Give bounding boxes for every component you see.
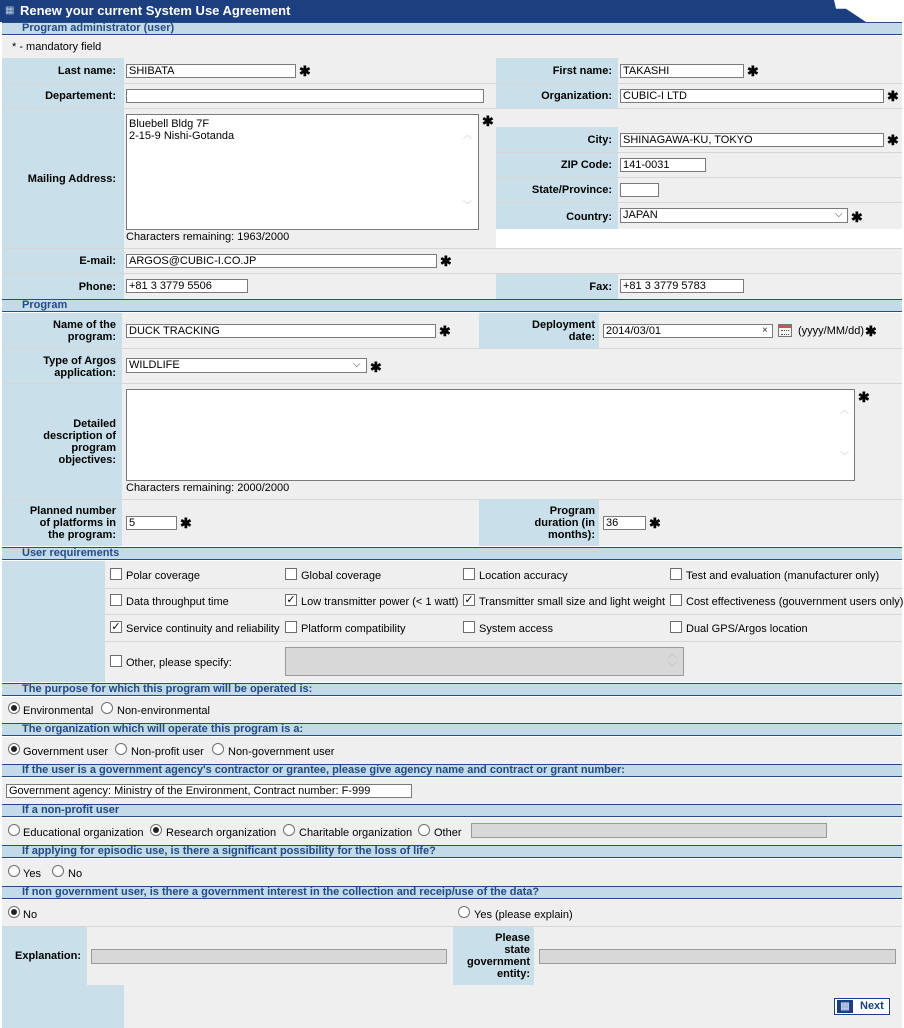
checkbox-data-throughput[interactable] bbox=[110, 594, 122, 606]
program-name-label-2: program: bbox=[67, 331, 116, 343]
platforms-input[interactable]: 5 bbox=[126, 516, 177, 530]
other-specify-textarea[interactable] bbox=[285, 647, 684, 676]
program-name-input[interactable]: DUCK TRACKING bbox=[126, 324, 436, 338]
radio-label: Research organization bbox=[166, 827, 277, 839]
scroll-up-icon[interactable]: ︿ bbox=[463, 130, 473, 140]
chevron-down-icon: ⌵ bbox=[353, 359, 361, 370]
required-icon: ✱ bbox=[299, 63, 311, 79]
next-button-label: Next bbox=[860, 1000, 884, 1012]
required-icon: ✱ bbox=[865, 323, 877, 339]
checkbox-polar-coverage[interactable] bbox=[110, 568, 122, 580]
email-input[interactable]: ARGOS@CUBIC-I.CO.JP bbox=[126, 254, 437, 268]
checkbox-global-coverage[interactable] bbox=[285, 568, 297, 580]
requirement-label: Location accuracy bbox=[479, 570, 568, 582]
radio-label: No bbox=[68, 868, 83, 880]
checkbox-low-power[interactable]: ✓ bbox=[286, 594, 296, 606]
checkbox-cost-effectiveness[interactable] bbox=[670, 594, 682, 606]
mailing-address-label: Mailing Address: bbox=[27, 173, 116, 185]
description-chars-remaining: Characters remaining: 2000/2000 bbox=[126, 482, 290, 494]
required-icon: ✱ bbox=[649, 515, 661, 531]
deployment-date-value: 2014/03/01 bbox=[606, 325, 662, 337]
platforms-label-3: the program: bbox=[48, 529, 116, 541]
requirement-label: Test and evaluation (manufacturer only) bbox=[686, 570, 880, 582]
label-cell bbox=[2, 561, 105, 682]
required-icon: ✱ bbox=[482, 113, 494, 129]
duration-input[interactable]: 36 bbox=[603, 516, 646, 530]
calendar-icon[interactable] bbox=[778, 324, 792, 337]
platforms-label-2: of platforms in bbox=[39, 517, 116, 529]
radio-label: Charitable organization bbox=[299, 827, 413, 839]
app-type-label-2: application: bbox=[54, 367, 116, 379]
radio-label: Educational organization bbox=[23, 827, 144, 839]
section-requirements: User requirements bbox=[2, 547, 902, 560]
radio-other[interactable] bbox=[418, 824, 430, 836]
app-type-select[interactable] bbox=[126, 358, 367, 373]
mandatory-row bbox=[2, 36, 902, 58]
requirement-label: Data throughput time bbox=[126, 596, 229, 608]
section-nongov: If non government user, is there a government interest in the collection and receip/use of the data? bbox=[2, 886, 902, 899]
required-icon: ✱ bbox=[887, 132, 899, 148]
app-type-label-1: Type of Argos bbox=[43, 355, 116, 367]
other-label: Other, please specify: bbox=[126, 657, 232, 669]
radio-non-profit[interactable] bbox=[115, 743, 127, 755]
requirement-label: Service continuity and reliability bbox=[126, 623, 280, 635]
required-icon: ✱ bbox=[747, 63, 759, 79]
mailing-chars-remaining: Characters remaining: 1963/2000 bbox=[126, 231, 290, 243]
fax-label: Fax: bbox=[589, 281, 612, 293]
requirement-label: Cost effectiveness (gouvernment users only) bbox=[686, 596, 904, 608]
required-icon: ✱ bbox=[440, 253, 452, 269]
country-select[interactable] bbox=[620, 208, 848, 223]
radio-nongov-no[interactable] bbox=[8, 906, 20, 918]
zip-label: ZIP Code: bbox=[560, 159, 612, 171]
phone-input[interactable]: +81 3 3779 5506 bbox=[126, 279, 248, 293]
state-label: State/Province: bbox=[531, 184, 612, 196]
grid-icon: ▦ bbox=[837, 1000, 853, 1013]
radio-government[interactable] bbox=[8, 743, 20, 755]
footer-label-cell bbox=[2, 985, 124, 1028]
contractor-input[interactable]: Government agency: Ministry of the Environment, Contract number: F-999 bbox=[6, 784, 412, 798]
state-entity-input[interactable] bbox=[539, 949, 896, 964]
radio-label: Non-environmental bbox=[117, 705, 210, 717]
calendar-grid bbox=[781, 330, 789, 335]
calendar-header bbox=[779, 325, 791, 328]
state-input[interactable] bbox=[620, 183, 659, 197]
explanation-input[interactable] bbox=[91, 949, 447, 964]
divider bbox=[105, 641, 902, 642]
nongov-row bbox=[2, 900, 902, 926]
state-entity-label-3: government bbox=[467, 956, 530, 968]
fax-input[interactable]: +81 3 3779 5783 bbox=[620, 279, 744, 293]
first-name-label: First name: bbox=[552, 65, 612, 77]
radio-label: Non-profit user bbox=[131, 746, 204, 758]
checkbox-dual-gps[interactable] bbox=[670, 621, 682, 633]
checkbox-service-continuity[interactable]: ✓ bbox=[111, 621, 121, 633]
chevron-down-icon: ⌵ bbox=[835, 209, 843, 220]
organization-input[interactable]: CUBIC-I LTD bbox=[620, 89, 884, 103]
checkbox-location-accuracy[interactable] bbox=[463, 568, 475, 580]
section-purpose: The purpose for which this program will be operated is: bbox=[2, 683, 902, 696]
footer-cell bbox=[124, 985, 902, 1028]
description-label-1: Detailed bbox=[73, 418, 116, 430]
required-icon: ✱ bbox=[851, 209, 863, 225]
next-button[interactable] bbox=[834, 998, 890, 1015]
radio-label: Environmental bbox=[23, 705, 94, 717]
requirement-label: Platform compatibility bbox=[301, 623, 406, 635]
app-type-value: WILDLIFE bbox=[129, 359, 180, 371]
spacer-cell bbox=[496, 109, 902, 127]
description-textarea[interactable] bbox=[126, 389, 855, 481]
requirement-label: Low transmitter power (< 1 watt) bbox=[301, 596, 459, 608]
radio-research[interactable] bbox=[150, 824, 162, 836]
organization-label: Organization: bbox=[541, 90, 612, 102]
description-label-2: description of bbox=[43, 430, 116, 442]
mandatory-note: * - mandatory field bbox=[12, 41, 102, 53]
required-icon: ✱ bbox=[858, 389, 870, 405]
clear-icon[interactable]: × bbox=[762, 325, 768, 336]
title-notch bbox=[826, 0, 904, 22]
radio-label: No bbox=[23, 909, 38, 921]
scroll-up-icon[interactable]: ︿ bbox=[840, 405, 850, 415]
divider bbox=[105, 614, 902, 615]
section-organization: The organization which will operate this program is a: bbox=[2, 723, 902, 736]
section-episodic: If applying for episodic use, is there a significant possibility for the loss of life? bbox=[2, 845, 902, 858]
radio-label: Government user bbox=[23, 746, 108, 758]
radio-environmental[interactable] bbox=[8, 702, 20, 714]
city-label: City: bbox=[587, 134, 612, 146]
last-name-input[interactable]: SHIBATA bbox=[126, 64, 296, 78]
page-title: Renew your current System Use Agreement bbox=[20, 3, 291, 18]
state-entity-label-1: Please bbox=[495, 932, 530, 944]
required-icon: ✱ bbox=[180, 515, 192, 531]
radio-nongov-yes[interactable] bbox=[458, 906, 470, 918]
date-format-hint: (yyyy/MM/dd) bbox=[798, 325, 864, 337]
radio-non-government[interactable] bbox=[212, 743, 224, 755]
checkbox-platform-compat[interactable] bbox=[285, 621, 297, 633]
first-name-input[interactable]: TAKASHI bbox=[620, 64, 744, 78]
checkbox-small-size[interactable]: ✓ bbox=[464, 594, 474, 606]
last-name-label: Last name: bbox=[57, 65, 116, 77]
field-cell bbox=[618, 178, 902, 202]
email-label: E-mail: bbox=[79, 255, 116, 267]
required-icon: ✱ bbox=[887, 88, 899, 104]
title-bar bbox=[0, 0, 904, 22]
mailing-address-textarea[interactable] bbox=[126, 114, 479, 230]
radio-episodic-no[interactable] bbox=[52, 865, 64, 877]
spacer-cell bbox=[496, 229, 902, 248]
description-label-4: objectives: bbox=[58, 454, 116, 466]
duration-label-2: duration (in bbox=[534, 517, 595, 529]
checkbox-system-access[interactable] bbox=[463, 621, 475, 633]
state-entity-label-2: state bbox=[504, 944, 530, 956]
radio-episodic-yes[interactable] bbox=[8, 865, 20, 877]
country-label: Country: bbox=[566, 211, 612, 223]
requirement-label: System access bbox=[479, 623, 553, 635]
required-icon: ✱ bbox=[439, 323, 451, 339]
scroll-down-icon[interactable]: ﹀ bbox=[668, 662, 678, 672]
radio-label: Yes bbox=[23, 868, 41, 880]
requirement-label: Polar coverage bbox=[126, 570, 200, 582]
mailing-line-1: Bluebell Bldg 7F bbox=[129, 118, 210, 130]
radio-label: Non-government user bbox=[228, 746, 335, 758]
section-admin: Program administrator (user) bbox=[2, 22, 902, 35]
requirement-label: Global coverage bbox=[301, 570, 382, 582]
description-label-3: program bbox=[71, 442, 116, 454]
scroll-down-icon[interactable]: ﹀ bbox=[840, 451, 850, 461]
episodic-row bbox=[2, 859, 902, 886]
country-value: JAPAN bbox=[623, 209, 658, 221]
nonprofit-other-input[interactable] bbox=[471, 823, 827, 838]
department-input[interactable] bbox=[126, 89, 484, 103]
deployment-label-2: date: bbox=[568, 331, 595, 343]
radio-educational[interactable] bbox=[8, 824, 20, 836]
section-nonprofit: If a non-profit user bbox=[2, 804, 902, 817]
radio-charitable[interactable] bbox=[283, 824, 295, 836]
platforms-label-1: Planned number bbox=[29, 505, 116, 517]
duration-label-3: months): bbox=[547, 529, 595, 541]
section-program: Program bbox=[2, 299, 902, 312]
requirement-label: Transmitter small size and light weight bbox=[479, 596, 666, 608]
radio-label: Yes (please explain) bbox=[474, 909, 573, 921]
program-name-label-1: Name of the bbox=[53, 319, 116, 331]
deployment-date-input[interactable] bbox=[603, 324, 773, 338]
department-label: Departement: bbox=[45, 90, 116, 102]
section-contractor: If the user is a government agency's contractor or grantee, please give agency name and contract or grant number: bbox=[2, 764, 902, 777]
requirement-label: Dual GPS/Argos location bbox=[686, 623, 808, 635]
deployment-label-1: Deployment bbox=[532, 319, 595, 331]
zip-input[interactable]: 141-0031 bbox=[620, 158, 706, 172]
radio-label: Other bbox=[434, 827, 462, 839]
scroll-up-icon[interactable]: ︿ bbox=[668, 649, 678, 659]
phone-label: Phone: bbox=[78, 281, 116, 293]
divider bbox=[105, 588, 902, 589]
scroll-down-icon[interactable]: ﹀ bbox=[463, 200, 473, 210]
radio-non-environmental[interactable] bbox=[101, 702, 113, 714]
grid-icon: ▦ bbox=[5, 5, 15, 16]
city-input[interactable]: SHINAGAWA-KU, TOKYO bbox=[620, 133, 884, 147]
duration-label-1: Program bbox=[549, 505, 595, 517]
explanation-label: Explanation: bbox=[14, 950, 81, 962]
checkbox-test-evaluation[interactable] bbox=[670, 568, 682, 580]
checkbox-other[interactable] bbox=[110, 655, 122, 667]
mailing-line-2: 2-15-9 Nishi-Gotanda bbox=[129, 130, 235, 142]
state-entity-label-4: entity: bbox=[497, 968, 530, 980]
required-icon: ✱ bbox=[370, 359, 382, 375]
